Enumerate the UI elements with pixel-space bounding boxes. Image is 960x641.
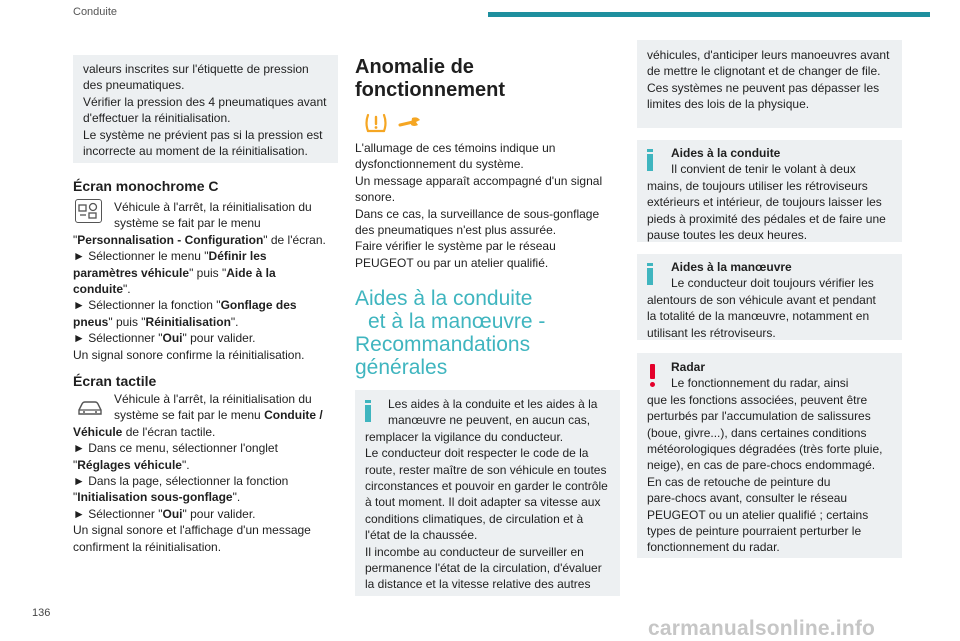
text-line: pause toutes les deux heures. [647,228,808,243]
text-line: perturbés par l'accumulation de salissures [647,409,871,424]
text-line: véhicules, d'anticiper leurs manoeuvres avant [647,48,890,62]
menu-name: pneus [73,314,109,329]
text-line: confirment la réinitialisation. [73,539,222,554]
text-fragment: ► Sélectionner le menu " [73,249,209,264]
header-title: Conduite [73,6,118,18]
text-line: incorrecte au moment de la réinitialisation. [83,144,308,159]
text-line: extérieurs et intérieur, de toujours laisser les [647,195,882,210]
driving-aids-info-box [355,390,620,596]
text-line: pare-chocs avant, consulter le réseau [647,491,848,506]
text-line: manœuvre ne peuvent, en aucun cas, [388,413,591,428]
driving-aids-continued-box [637,40,902,128]
text-line: neige), en cas de pare-chocs endommagé. [647,458,876,473]
touchscreen-instructions [73,391,338,555]
text-fragment: ". [123,282,131,297]
text-fragment: " de l'écran. [263,232,326,247]
section-heading-line: Aides à la conduite [355,287,533,310]
watermark: carmanualsonline.info [648,617,876,640]
text-line: des pneumatiques. [83,78,185,93]
text-line: PEUGEOT ou un atelier qualifié ; certains [647,507,869,522]
text-line: L'allumage de ces témoins indique un [355,141,556,155]
text-line: Dans ce cas, la surveillance de sous-gonflage [355,206,600,221]
text-fragment: " pour valider. [182,331,256,346]
text-fragment: ". [181,457,190,472]
text-fragment: ". [230,314,239,329]
tyre-pressure-note-box [73,55,338,163]
menu-name: Aide à la [226,265,276,280]
text-line: alentours de son véhicule avant et pendant [647,292,876,307]
text-line: de mettre le clignotant et de changer de file. [647,64,881,79]
text-line: Véhicule à l'arrêt, la réinitialisation du [114,200,312,214]
menu-name: Oui [162,506,183,521]
text-fragment: " [73,232,78,247]
text-line: pieds à proximité des pédales et de faire une [647,211,886,226]
menu-name: Initialisation sous-gonflage [77,490,233,505]
text-line: Les aides à la conduite et les aides à la [388,397,598,411]
text-line: Le conducteur doit respecter le code de la [365,446,589,461]
text-line: ► Dans ce menu, sélectionner l'onglet [73,441,278,456]
text-line: PEUGEOT ou par un atelier qualifié. [355,255,549,270]
text-line: remplacer la vigilance du conducteur. [365,429,564,444]
radar-warning-box [637,353,902,558]
text-line: que les fonctions associées, peuvent être [647,392,868,407]
text-line: permanence l'état de la circulation, d'évaluer [365,561,602,576]
page-number: 136 [32,607,51,619]
menu-name: Véhicule [73,424,123,439]
text-line: météorologiques dégradées (très forte pluie, [647,442,883,457]
anomaly-text [355,140,620,271]
menu-name: Oui [162,331,183,346]
text-fragment: ► Sélectionner la fonction " [73,298,221,313]
menu-name: paramètres véhicule [73,265,190,280]
text-fragment: " puis " [108,314,146,329]
text-fragment: " [73,457,78,472]
text-line: Un signal sonore confirme la réinitialisation. [73,347,305,362]
text-line: mains, de toujours utiliser les rétroviseurs [647,178,868,193]
box-title: Aides à la manœuvre [671,260,792,274]
text-line: Le système ne prévient pas si la pression est [83,127,323,142]
text-line: Un message apparaît accompagné d'un signal [355,173,603,188]
menu-name: Réglages véhicule [77,457,182,472]
text-line: utilisant les rétroviseurs. [647,325,776,340]
anomaly-heading-line2: fonctionnement [355,79,505,101]
text-line: Il incombe au conducteur de surveiller en [365,544,584,559]
touchscreen-heading: Écran tactile [73,373,157,389]
text-line: Ces systèmes ne peuvent pas dépasser les [647,80,880,95]
warning-icon [649,364,657,388]
box-title: Aides à la conduite [671,146,781,160]
text-line: ► Dans la page, sélectionner la fonction [73,474,289,489]
text-fragment: ► Sélectionner " [73,506,163,521]
text-line: Il convient de tenir le volant à deux [671,162,856,177]
text-line: circonstances et pouvoir en garder le contrôle [365,479,608,494]
text-line: sonore. [355,190,396,205]
text-line: à tout moment. Il doit adapter sa vitesse aux [365,495,601,510]
text-line: Un signal sonore et l'affichage d'un message [73,523,311,538]
section-heading-line: Recommandations [355,333,531,356]
text-line: conditions climatiques, de circulation et à [365,511,584,526]
section-heading-line: et à la manœuvre - [368,310,546,333]
text-line: dysfonctionnement du système. [355,157,524,172]
text-line: la totalité de la manœuvre, notamment en [647,309,870,324]
text-line: Véhicule à l'arrêt, la réinitialisation du [114,392,312,406]
text-line: l'état de la chaussée. [365,528,478,543]
manoeuvre-aids-box [637,254,902,340]
text-line: (boue, givre...), dans certaines conditions [647,425,867,440]
text-line: fonctionnement du radar. [647,540,780,555]
text-line: types de peinture pourraient perturber le [647,524,862,539]
text-line: la distance et la vitesse relative des autres [365,577,591,592]
text-line: Faire vérifier le système par le réseau [355,239,556,254]
section-heading-line: générales [355,356,448,379]
text-line: Le conducteur doit toujours vérifier les [671,276,874,291]
menu-name: Conduite / [264,408,323,423]
tyre-pressure-warning-icon [363,112,389,134]
text-line: En cas de retouche de peinture du [647,474,831,489]
text-fragment: ". [232,490,241,505]
text-line: Le fonctionnement du radar, ainsi [671,376,849,391]
monochrome-instructions [73,199,338,363]
menu-name: Gonflage des [220,298,297,313]
header-bar [488,12,930,17]
box-title: Radar [671,360,706,374]
text-line: valeurs inscrites sur l'étiquette de pression [83,62,309,76]
menu-name: Définir les [208,249,267,264]
anomaly-heading-line1: Anomalie de [355,56,474,78]
text-fragment: " [73,490,78,505]
text-line: limites des lois de la physique. [647,97,810,112]
menu-name: conduite [73,282,123,297]
monochrome-screen-heading: Écran monochrome C [73,178,219,194]
text-fragment: de l'écran tactile. [122,424,216,439]
text-fragment: " pour valider. [182,506,256,521]
text-line: d'effectuer la réinitialisation. [83,111,231,126]
text-line: route, rester maître de son véhicule en toutes [365,462,607,477]
text-fragment: système se fait par le menu [114,408,265,423]
menu-name: Réinitialisation [145,314,231,329]
text-fragment: ► Sélectionner " [73,331,163,346]
text-line: système se fait par le menu [114,216,261,231]
text-line: des pneumatiques n'est plus assurée. [355,223,557,238]
text-fragment: " puis " [189,265,227,280]
driving-aids-box [637,140,902,242]
menu-name: Personnalisation - Configuration [77,232,264,247]
wrench-service-icon [397,114,423,132]
text-line: Vérifier la pression des 4 pneumatiques avant [83,94,327,109]
